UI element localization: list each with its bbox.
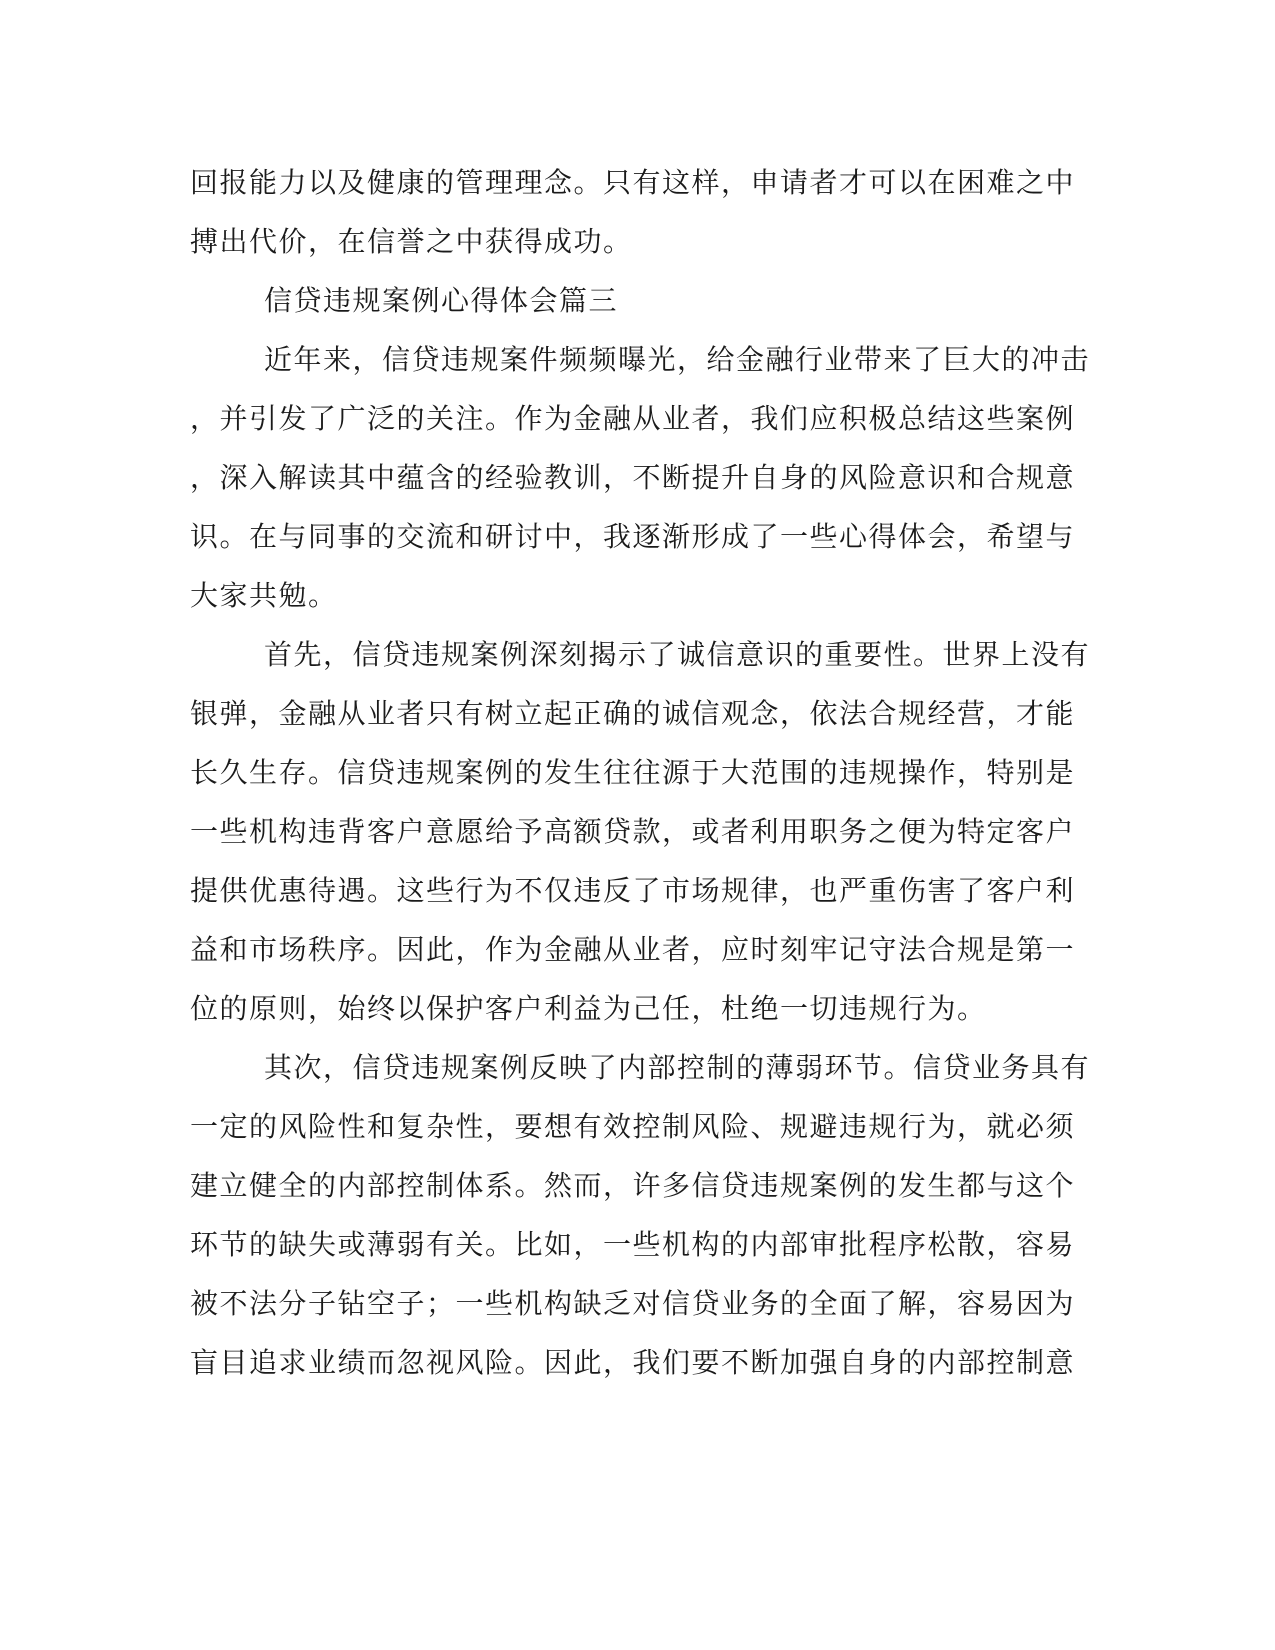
- text-line-6: ，深入解读其中蕴含的经验教训，不断提升自身的风险意识和合规意: [190, 461, 1076, 494]
- section-heading: 信贷违规案例心得体会篇三: [264, 284, 619, 317]
- text-line-5: ，并引发了广泛的关注。作为金融从业者，我们应积极总结这些案例: [190, 402, 1076, 435]
- text-line-20: 被不法分子钻空子；一些机构缺乏对信贷业务的全面了解，容易因为: [190, 1287, 1076, 1320]
- text-line-2: 搏出代价，在信誉之中获得成功。: [190, 225, 633, 258]
- text-line-15: 位的原则，始终以保护客户利益为己任，杜绝一切违规行为。: [190, 992, 987, 1025]
- text-line-4: 近年来，信贷违规案件频频曝光，给金融行业带来了巨大的冲击: [264, 343, 1091, 376]
- text-line-9: 首先，信贷违规案例深刻揭示了诚信意识的重要性。世界上没有: [264, 638, 1091, 671]
- text-line-18: 建立健全的内部控制体系。然而，许多信贷违规案例的发生都与这个: [190, 1169, 1076, 1202]
- text-line-13: 提供优惠待遇。这些行为不仅违反了市场规律，也严重伤害了客户利: [190, 874, 1076, 907]
- text-line-16: 其次，信贷违规案例反映了内部控制的薄弱环节。信贷业务具有: [264, 1051, 1091, 1084]
- text-line-10: 银弹，金融从业者只有树立起正确的诚信观念，依法合规经营，才能: [190, 697, 1076, 730]
- text-line-7: 识。在与同事的交流和研讨中，我逐渐形成了一些心得体会，希望与: [190, 520, 1076, 553]
- text-line-21: 盲目追求业绩而忽视风险。因此，我们要不断加强自身的内部控制意: [190, 1346, 1076, 1379]
- text-line-8: 大家共勉。: [190, 579, 338, 612]
- text-line-11: 长久生存。信贷违规案例的发生往往源于大范围的违规操作，特别是: [190, 756, 1076, 789]
- text-line-12: 一些机构违背客户意愿给予高额贷款，或者利用职务之便为特定客户: [190, 815, 1076, 848]
- text-line-14: 益和市场秩序。因此，作为金融从业者，应时刻牢记守法合规是第一: [190, 933, 1076, 966]
- text-line-1: 回报能力以及健康的管理理念。只有这样，申请者才可以在困难之中: [190, 166, 1076, 199]
- text-line-19: 环节的缺失或薄弱有关。比如，一些机构的内部审批程序松散，容易: [190, 1228, 1076, 1261]
- text-line-17: 一定的风险性和复杂性，要想有效控制风险、规避违规行为，就必须: [190, 1110, 1076, 1143]
